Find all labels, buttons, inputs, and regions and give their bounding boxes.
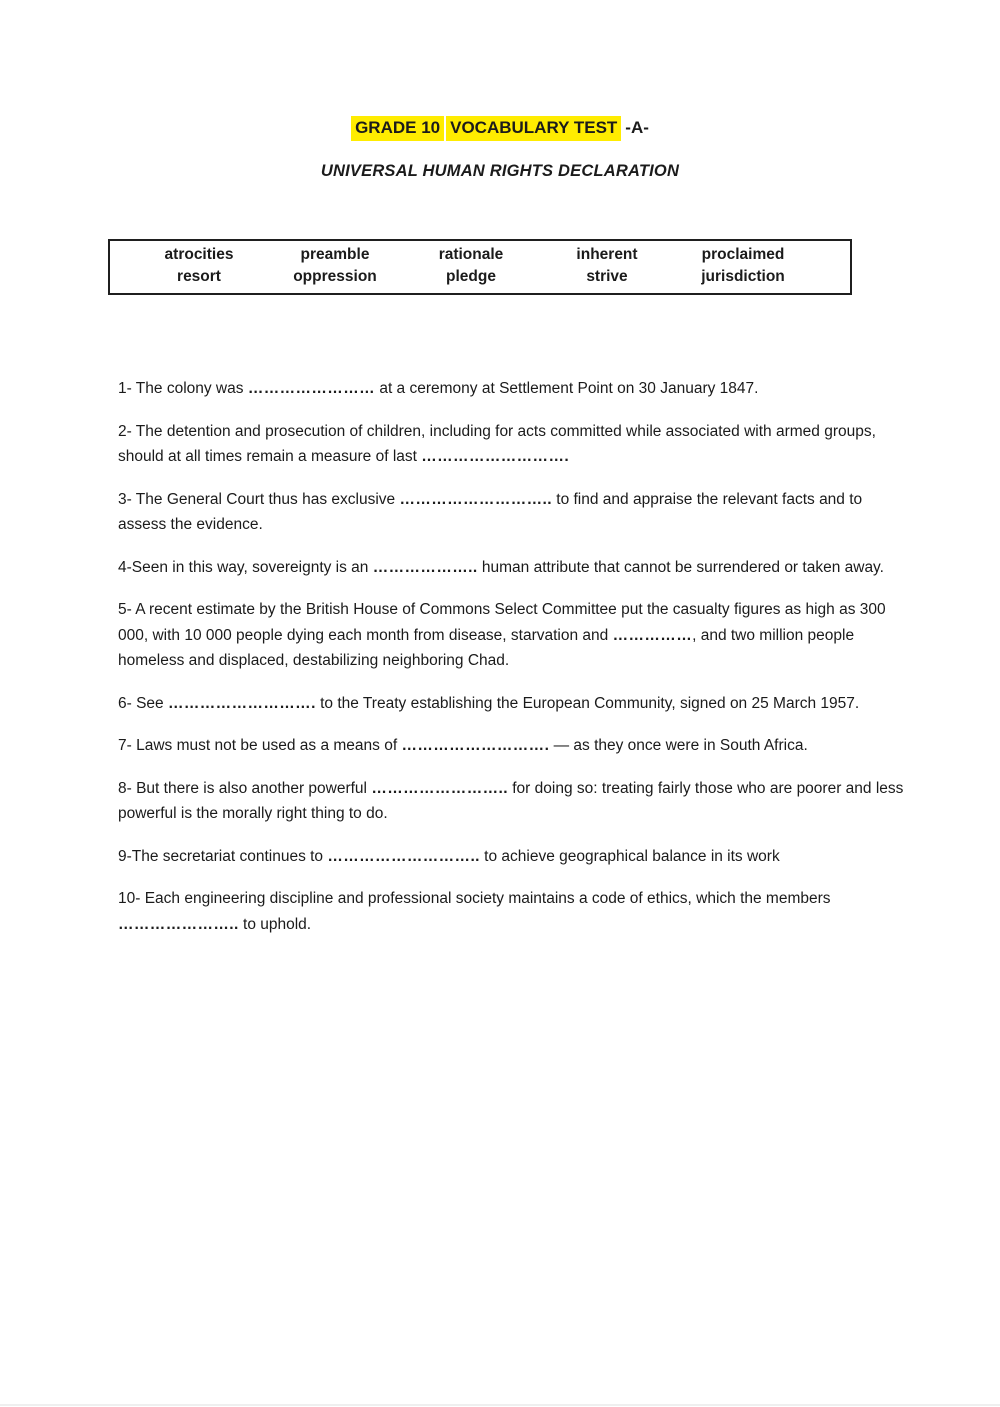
word-bank-word: oppression [293,268,377,285]
question-text: for doing so: treating fairly those who are poorer and less powerful is the morally right thing to do. [118,779,904,822]
answer-blank[interactable]: ……………………….. [399,490,552,508]
title-highlight-grade: GRADE 10 [351,116,444,141]
questions [118,376,904,937]
word-bank-word: preamble [300,246,370,263]
question-text: 5- A recent estimate by the British House of Commons Select Committee put the casualty figures as high as 300 000, with 10 000 people dying each month from disease, starvation and [118,601,886,644]
question-sentence [118,691,904,717]
question-text: 1- The colony was [118,380,248,397]
answer-blank[interactable]: …………………… [247,380,376,397]
question-sentence [118,487,904,538]
word-bank-word: strive [586,268,628,285]
answer-blank[interactable]: …………… [612,626,693,644]
word-bank [108,239,852,295]
worksheet-title [0,116,1000,141]
answer-blank[interactable]: ……………….. [372,558,478,576]
answer-blank[interactable]: …………………….. [371,779,508,797]
question-sentence [118,376,904,402]
question-text: to uphold. [238,915,312,933]
worksheet-subtitle: UNIVERSAL HUMAN RIGHTS DECLARATION [320,162,680,180]
word-bank-word: rationale [438,246,504,263]
question-text: 4-Seen in this way, sovereignty is an [118,558,373,576]
page-bottom-edge [0,1404,1000,1406]
answer-blank[interactable]: ……………………….. [327,847,480,865]
question-text: at a ceremony at Settlement Point on 30 January 1847. [375,380,759,397]
question-sentence [118,555,904,581]
question-sentence [118,733,904,759]
word-bank-word: resort [177,268,221,285]
question-text: 9-The secretariat continues to [118,847,328,865]
question-sentence [118,419,904,470]
word-bank-word: pledge [446,268,496,285]
word-bank-word: jurisdiction [701,268,785,285]
question-sentence [118,844,904,870]
question-text: 2- The detention and prosecution of children, including for acts committed while associated with armed groups, should at all times remain a measure of last [118,422,876,465]
question-text: 7- Laws must not be used as a means of [118,737,402,754]
answer-blank[interactable]: ………………………. [167,694,316,712]
answer-blank[interactable]: ………………………. [421,448,570,465]
word-bank-word: atrocities [164,246,234,263]
question-text: , and two million people homeless and displaced, destabilizing neighboring Chad. [118,626,855,669]
word-bank-word: proclaimed [701,246,785,263]
answer-blank[interactable]: ………………………. [401,737,550,754]
question-text: 6- See [118,694,168,712]
word-bank-word: inherent [576,246,638,263]
question-text: — as they once were in South Africa. [549,737,808,754]
question-text: human attribute that cannot be surrendered or taken away. [477,558,884,576]
question-sentence [118,886,904,937]
title-suffix: -A- [625,118,649,137]
question-text: to achieve geographical balance in its work [479,847,780,865]
title-highlight-vocab: VOCABULARY TEST [446,116,621,141]
answer-blank[interactable]: ………………….. [118,915,239,933]
question-text: 10- Each engineering discipline and professional society maintains a code of ethics, which the members [118,890,831,907]
worksheet-page [0,116,1000,1407]
question-text: to find and appraise the relevant facts and to assess the evidence. [118,490,863,533]
question-text: 8- But there is also another powerful [118,779,372,797]
question-text: 3- The General Court thus has exclusive [118,490,400,508]
question-sentence [118,597,904,674]
question-sentence [118,776,904,827]
question-text: to the Treaty establishing the European Community, signed on 25 March 1957. [315,694,860,712]
